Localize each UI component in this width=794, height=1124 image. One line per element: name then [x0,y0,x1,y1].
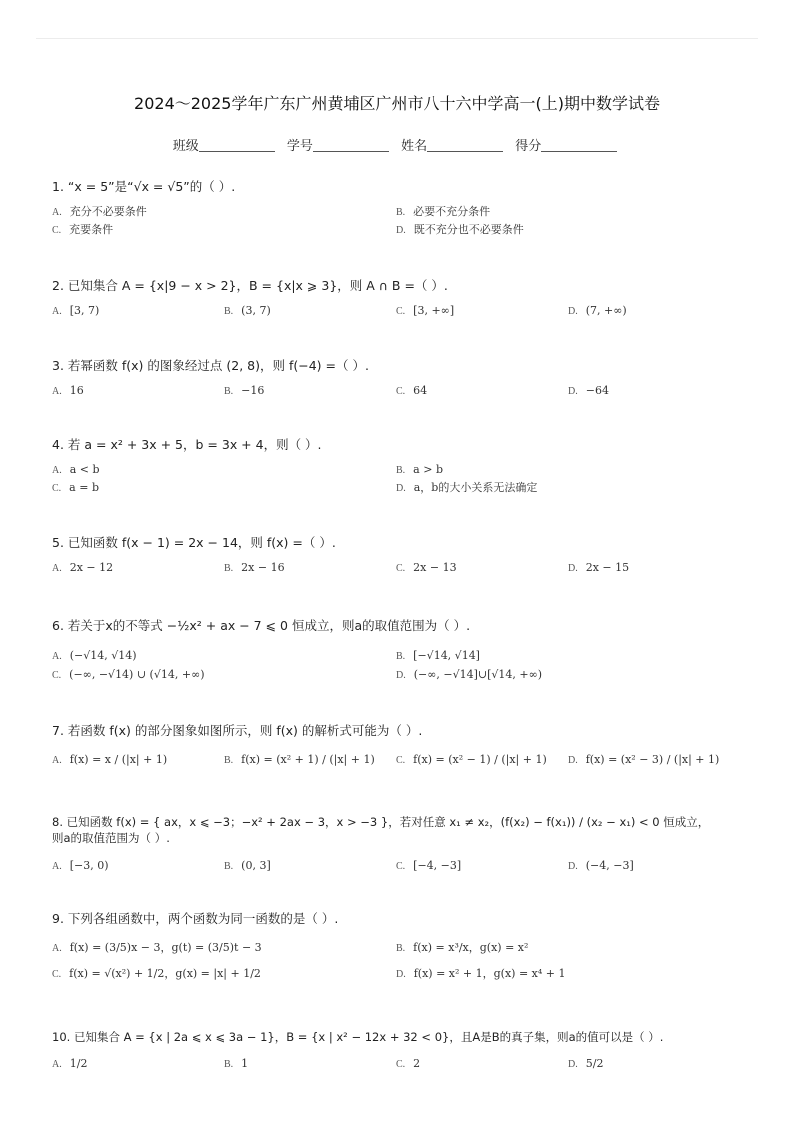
option-d[interactable]: D. (7, +∞) [568,304,627,317]
option-b[interactable]: B. (0, 3] [224,859,271,872]
option-a[interactable]: A. [3, 7) [52,304,100,317]
option-c[interactable]: C. 64 [396,384,428,397]
info-score: 得分 [515,135,621,154]
option-d[interactable]: D. 2x − 15 [568,561,630,574]
question-stem: 8. 已知函数 f(x) = { ax，x ⩽ −3；−x² + 2ax − 3，x > −3 }，若对任意 x₁ ≠ x₂，(f(x₂) − f(x₁)) / (x₂ − x₁) < 0 恒成立，则a的取值范围为（ ）. [52,815,710,845]
option-b[interactable]: B. −16 [224,384,265,397]
option-c[interactable]: C. 充要条件 [52,223,114,236]
option-d[interactable]: D. a，b的大小关系无法确定 [396,481,538,494]
question-stem: 6. 若关于x的不等式 −½x² + ax − 7 ⩽ 0 恒成立，则a的取值范围为（ ）. [52,618,471,633]
option-b[interactable]: B. 1 [224,1057,249,1070]
option-a[interactable]: A. [−3, 0) [52,859,109,872]
option-d[interactable]: D. 5/2 [568,1057,604,1070]
option-a[interactable]: A. 2x − 12 [52,561,114,574]
score-blank-field[interactable] [541,151,617,152]
question-5 [52,534,752,574]
option-c[interactable]: C. 2x − 13 [396,561,457,574]
exam-title: 2024～2025学年广东广州黄埔区广州市八十六中学高一(上)期中数学试卷 [134,94,660,113]
question-7 [52,722,752,766]
option-d[interactable]: D. f(x) = x² + 1，g(x) = x⁴ + 1 [396,967,566,980]
option-b[interactable]: B. f(x) = (x² + 1) / (|x| + 1) [224,753,375,766]
option-c[interactable]: C. [3, +∞] [396,304,455,317]
option-c[interactable]: C. f(x) = (x² − 1) / (|x| + 1) [396,753,547,766]
question-3 [52,357,752,397]
option-c[interactable]: C. 2 [396,1057,421,1070]
option-a[interactable]: A. 16 [52,384,84,397]
option-a[interactable]: A. 1/2 [52,1057,88,1070]
question-stem: 3. 若幂函数 f(x) 的图象经过点 (2, 8)，则 f(−4) =（ ）. [52,358,369,373]
question-4 [52,436,752,494]
student-id-blank-field[interactable] [313,151,389,152]
option-d[interactable]: D. (−∞, −√14]∪[√14, +∞) [396,668,543,681]
question-stem: 2. 已知集合 A = {x|9 − x > 2}，B = {x|x ⩾ 3}，则 A ∩ B =（ ）. [52,278,448,293]
question-stem: 4. 若 a = x² + 3x + 5，b = 3x + 4，则（ ）. [52,437,322,452]
question-6 [52,617,752,681]
option-c[interactable]: C. a = b [52,481,99,494]
option-d[interactable]: D. (−4, −3] [568,859,634,872]
option-a[interactable]: A. (−√14, √14) [52,649,137,662]
option-c[interactable]: C. [−4, −3] [396,859,462,872]
option-b[interactable]: B. f(x) = x³/x，g(x) = x² [396,941,529,954]
info-student-id: 学号 [287,135,393,154]
option-c[interactable]: C. f(x) = √(x²) + 1/2，g(x) = |x| + 1/2 [52,967,261,980]
question-stem: 1. “x = 5”是“√x = √5”的（ ）. [52,179,236,194]
option-a[interactable]: A. f(x) = (3/5)x − 3，g(t) = (3/5)t − 3 [52,941,262,954]
question-stem: 5. 已知函数 f(x − 1) = 2x − 14，则 f(x) =（ ）. [52,535,336,550]
name-blank-field[interactable] [427,151,503,152]
option-d[interactable]: D. 既不充分也不必要条件 [396,223,524,236]
option-a[interactable]: A. a < b [52,463,100,476]
class-blank-field[interactable] [199,151,275,152]
option-a[interactable]: A. 充分不必要条件 [52,205,147,218]
option-d[interactable]: D. −64 [568,384,609,397]
question-1 [52,178,752,236]
option-b[interactable]: B. [−√14, √14] [396,649,480,662]
option-d[interactable]: D. f(x) = (x² − 3) / (|x| + 1) [568,753,720,766]
question-9 [52,910,752,980]
question-stem: 9. 下列各组函数中，两个函数为同一函数的是（ ）. [52,911,339,926]
question-8 [52,814,752,872]
student-info-row [0,135,794,154]
option-c[interactable]: C. (−∞, −√14) ∪ (√14, +∞) [52,668,205,681]
question-10 [52,1028,752,1070]
info-class: 班级 [173,135,279,154]
option-b[interactable]: B. (3, 7) [224,304,271,317]
question-stem: 7. 若函数 f(x) 的部分图象如图所示，则 f(x) 的解析式可能为（ ）. [52,723,423,738]
question-2 [52,277,752,317]
question-stem: 10. 已知集合 A = {x | 2a ⩽ x ⩽ 3a − 1}，B = {x | x² − 12x + 32 < 0}，且A是B的真子集，则a的值可以是（ ）. [52,1030,664,1044]
option-a[interactable]: A. f(x) = x / (|x| + 1) [52,753,168,766]
option-b[interactable]: B. 2x − 16 [224,561,285,574]
page-top-divider [36,38,758,39]
option-b[interactable]: B. 必要不充分条件 [396,205,491,218]
info-name: 姓名 [401,135,507,154]
option-b[interactable]: B. a > b [396,463,443,476]
